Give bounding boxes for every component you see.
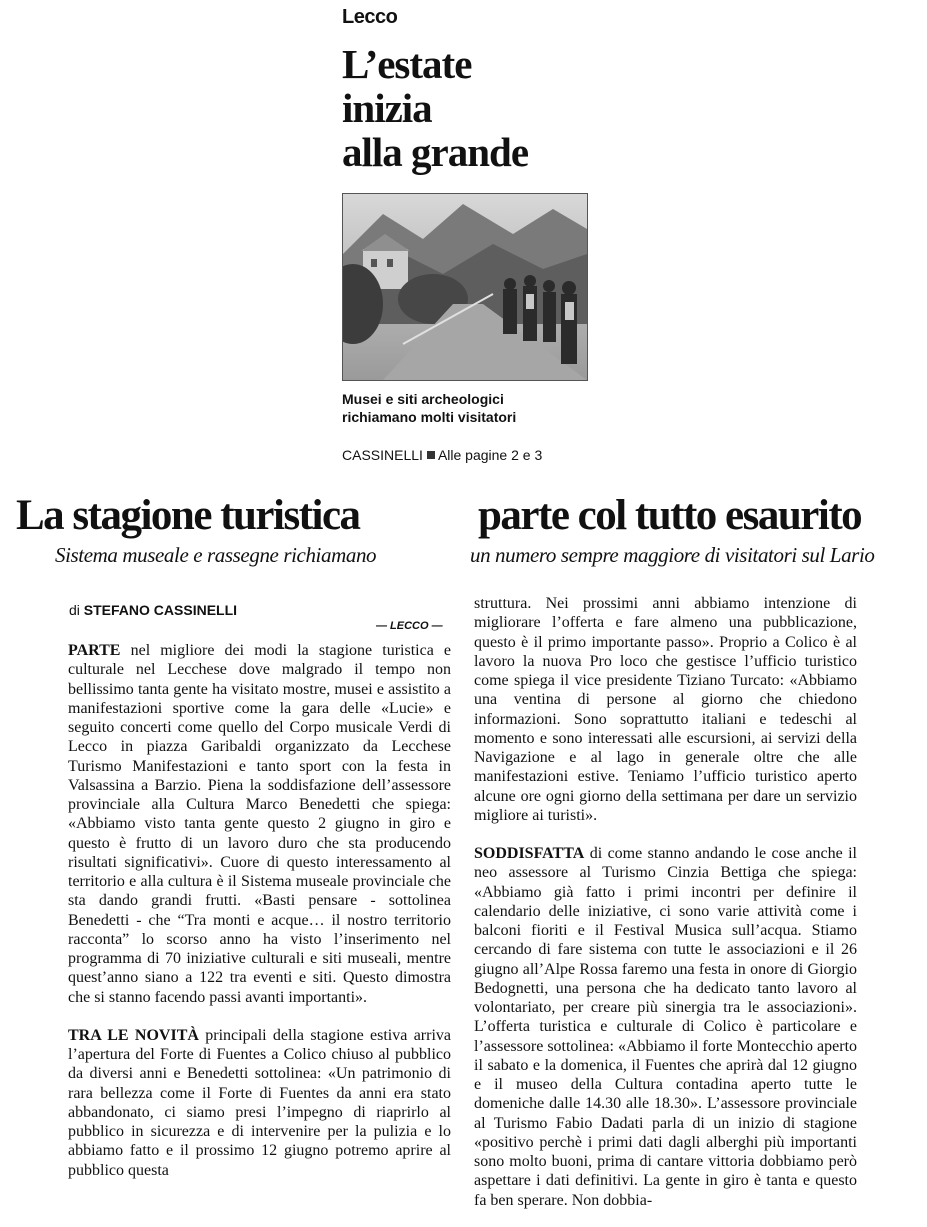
article-paragraph: struttura. Nei prossimi anni abbiamo intenzione di migliorare l’offerta e fare almeno una pubblicazione, questo è il primo importante passo». Proprio a Colico è al lavoro la nuova Pro loco che gestisce l’ufficio turistico come spiega il vice presidente Tiziano Turcato: «Abbiamo una ventina di persone al giorno che chiedono informazioni. Sono soprattutto italiani e tedeschi al momento e sono interessati alle escursioni, ai servizi della Navigazione e al lago in generale oltre che alle manifestazioni estive. Teniamo l’ufficio turistico aperto alcune ore ogni giorno della settimana per dare un servizio migliore ai turisti».	[474, 595, 857, 824]
article-paragraph	[68, 641, 451, 1007]
caption-line: Musei e siti archeologici	[342, 391, 504, 407]
paragraph-text: principali della stagione estiva arriva l’apertura del Forte di Fuentes a Colico chiuso al pubblico da diversi anni e Benedetti sottolinea: «Un patrimonio di rara bellezza come il Forte di Fuentes da anni era stato abbandonato, ci siamo presi l’impegno di riaprirlo al pubblico in sicurezza e di intervenire per la pulizia e lo abbiamo fatto e il prossimo 12 giugno potremo aprire al pubblico questa	[68, 1026, 451, 1179]
page-reference	[342, 447, 542, 463]
square-bullet-icon	[427, 451, 435, 459]
teaser-title-line: L’estate	[342, 41, 472, 87]
teaser-title-line: alla grande	[342, 129, 529, 175]
subheadline-right: un numero sempre maggiore di visitatori sul Lario	[470, 543, 875, 567]
subheadline-left: Sistema museale e rassegne richiamano	[55, 543, 377, 567]
photo-hikers-path	[343, 194, 587, 380]
byline-prefix: di	[69, 602, 80, 618]
article-column-right	[474, 594, 857, 1210]
teaser-photo	[342, 193, 588, 381]
paragraph-text: nel migliore dei modi la stagione turistica e culturale nel Lecchese dove malgrado il tempo non bellissimo tanta gente ha visitato mostre, musei e assistito a manifestazioni sportive come la gara delle «Lucie» e seguito concerti come quello del Corpo musicale Verdi di Lecco in piazza Garibaldi organizzato da Lecchese Turismo Manifestazioni e tanto sport con la festa in Valsassina a Barzio. Piena la soddisfazione dell’assessore provinciale alla Cultura Marco Benedetti che spiega: «Abbiamo visto tanta gente questo 2 giugno in giro e questo è frutto di un lavoro duro che sta producendo risultati significativi». Cuore di questo interessamento al territorio e alla cultura è il Sistema museale provinciale che sta dando grandi frutti. «Basti pensare - sottolinea Benedetti - che “Tra monti e acque… il nostro territorio racconta” lo scorso anno ha visto l’inserimento nel programma di 70 iniziative culturali e siti museali, mentre quest’anno siano a 122 tra eventi e siti. Questo dimostra che si stanno facendo passi avanti importanti».	[68, 642, 451, 1006]
paragraph-text: di come stanno andando le cose anche il neo assessore al Turismo Cinzia Bettiga che spiega: «Abbiamo già fatto i primi incontri per definire il calendario delle iniziative, ci sono varie attività come i balconi fioriti e il Festival Musica sull’acqua. Stiamo cercando di fare sistema con tutte le associazioni e il 26 giugno all’Alpe Rossa faremo una festa in onore di Giorgio Bedognetti, una persona che ha dedicato tanto lavoro al volontariato, per creare più sinergia tra le associazioni». L’offerta turistica e culturale di Colico è particolare e l’assessore sottolinea: «Abbiamo il forte Montecchio aperto il sabato e la domenica, il Fuentes che aprirà dal 12 giugno e il museo della Cultura contadina aperto tutte le domeniche dalle 14.30 alle 18.30». L’assessore provinciale al Turismo Fabio Dadati parla di un inizio di stagione «positivo perchè i primi dati dagli alberghi più importanti sono molto buoni, prima di cantare vittoria dobbiamo però aspettare i dati definitivi. La gente in giro è tanta e questo fa ben sperare. Non dobbia-	[474, 845, 858, 1209]
headline-right: parte col tutto esaurito	[478, 492, 862, 539]
dateline: — LECCO —	[376, 620, 443, 632]
caption-line: richiamano molti visitatori	[342, 409, 517, 425]
teaser-title-line: inizia	[342, 85, 432, 131]
article-paragraph	[68, 1026, 451, 1180]
byline-author: STEFANO CASSINELLI	[83, 602, 238, 618]
headline-left: La stagione turistica	[16, 492, 360, 539]
article-column-left	[68, 641, 451, 1180]
paragraph-lead: PARTE	[68, 642, 121, 659]
teaser-title	[342, 42, 528, 174]
byline	[69, 602, 237, 618]
paragraph-lead: TRA LE NOVITÀ	[68, 1026, 199, 1044]
section-kicker: Lecco	[342, 6, 398, 28]
photo-caption	[342, 390, 516, 426]
article-paragraph	[474, 844, 857, 1210]
paragraph-lead: SODDISFATTA	[474, 845, 585, 862]
reference-author: CASSINELLI	[342, 447, 423, 463]
reference-pages: Alle pagine 2 e 3	[437, 447, 543, 463]
